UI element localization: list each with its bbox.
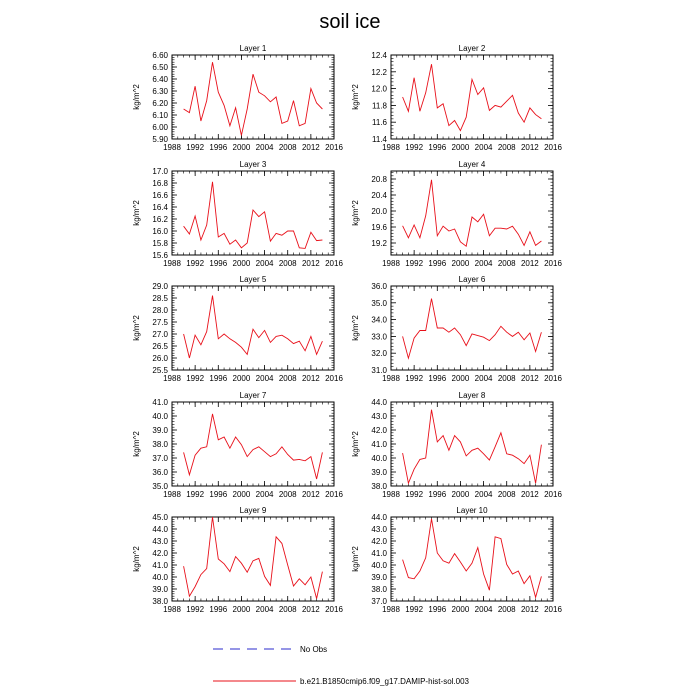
y-tick-label: 33.0 bbox=[371, 332, 387, 342]
y-axis-label: kg/m^2 bbox=[351, 546, 360, 572]
panel-title: Layer 6 bbox=[458, 275, 486, 284]
y-tick-label: 26.0 bbox=[152, 354, 168, 363]
x-tick-label: 1988 bbox=[163, 605, 181, 614]
x-tick-label: 1996 bbox=[209, 605, 228, 614]
y-tick-label: 16.0 bbox=[152, 227, 168, 236]
y-tick-label: 6.40 bbox=[152, 75, 168, 84]
y-tick-label: 26.5 bbox=[152, 342, 168, 351]
y-tick-label: 6.30 bbox=[152, 87, 168, 96]
y-tick-label: 12.2 bbox=[371, 67, 387, 77]
y-axis-label: kg/m^2 bbox=[351, 431, 360, 457]
x-tick-label: 1996 bbox=[428, 374, 447, 383]
x-tick-label: 2000 bbox=[451, 490, 470, 499]
y-tick-label: 16.6 bbox=[152, 191, 168, 200]
x-tick-label: 2012 bbox=[301, 374, 320, 383]
y-tick-label: 42.0 bbox=[371, 426, 387, 435]
x-tick-label: 2004 bbox=[255, 259, 274, 268]
y-tick-label: 34.0 bbox=[371, 315, 387, 325]
y-tick-label: 28.0 bbox=[152, 306, 168, 315]
y-axis-label: kg/m^2 bbox=[351, 200, 360, 226]
y-tick-label: 40.0 bbox=[371, 561, 387, 570]
panel-title: Layer 4 bbox=[458, 160, 486, 169]
x-tick-label: 2000 bbox=[232, 490, 251, 499]
legend-model-label: b.e21.B1850cmip6.f09_g17.DAMIP-hist-sol.003 bbox=[300, 677, 469, 686]
x-tick-label: 1988 bbox=[163, 259, 181, 268]
x-tick-label: 1988 bbox=[382, 143, 400, 152]
y-tick-label: 38.0 bbox=[371, 482, 387, 491]
x-tick-label: 2000 bbox=[451, 374, 470, 383]
x-tick-label: 1992 bbox=[186, 143, 205, 152]
y-tick-label: 40.0 bbox=[152, 412, 168, 421]
y-tick-label: 38.0 bbox=[152, 440, 168, 449]
x-tick-label: 2000 bbox=[232, 143, 251, 152]
y-tick-label: 38.0 bbox=[152, 597, 168, 606]
y-tick-label: 41.0 bbox=[152, 398, 168, 407]
y-tick-label: 44.0 bbox=[371, 513, 387, 522]
x-tick-label: 2008 bbox=[497, 490, 516, 499]
x-tick-label: 2016 bbox=[544, 374, 562, 383]
y-tick-label: 42.0 bbox=[371, 537, 387, 546]
y-tick-label: 44.0 bbox=[152, 525, 168, 534]
x-tick-label: 2012 bbox=[301, 259, 320, 268]
x-tick-label: 2012 bbox=[520, 374, 539, 383]
y-tick-label: 45.0 bbox=[152, 513, 168, 522]
y-tick-label: 42.0 bbox=[152, 549, 168, 558]
y-axis-label: kg/m^2 bbox=[132, 315, 141, 341]
x-tick-label: 2004 bbox=[474, 259, 493, 268]
y-tick-label: 5.90 bbox=[152, 135, 168, 144]
x-tick-label: 2012 bbox=[301, 143, 320, 152]
x-tick-label: 2012 bbox=[520, 259, 539, 268]
y-tick-label: 41.0 bbox=[371, 440, 387, 449]
x-tick-label: 2000 bbox=[451, 143, 470, 152]
y-tick-label: 25.5 bbox=[152, 366, 168, 375]
y-tick-label: 39.0 bbox=[371, 468, 387, 477]
y-tick-label: 16.2 bbox=[152, 215, 168, 224]
y-tick-label: 6.50 bbox=[152, 63, 168, 72]
x-tick-label: 1992 bbox=[405, 374, 424, 383]
panel-title: Layer 7 bbox=[239, 391, 267, 400]
x-tick-label: 2012 bbox=[301, 490, 320, 499]
x-tick-label: 2008 bbox=[278, 259, 297, 268]
y-tick-label: 43.0 bbox=[152, 537, 168, 546]
y-tick-label: 40.0 bbox=[152, 573, 168, 582]
x-tick-label: 2000 bbox=[232, 374, 251, 383]
x-tick-label: 2008 bbox=[497, 143, 516, 152]
x-tick-label: 2016 bbox=[325, 143, 343, 152]
x-tick-label: 2004 bbox=[474, 490, 493, 499]
x-tick-label: 1988 bbox=[163, 374, 181, 383]
x-tick-label: 1988 bbox=[382, 605, 400, 614]
panel-title: Layer 2 bbox=[458, 44, 486, 53]
y-tick-label: 20.8 bbox=[371, 175, 387, 184]
x-tick-label: 2000 bbox=[232, 259, 251, 268]
y-tick-label: 43.0 bbox=[371, 412, 387, 421]
x-tick-label: 1988 bbox=[382, 259, 400, 268]
x-tick-label: 1996 bbox=[209, 143, 228, 152]
x-tick-label: 1996 bbox=[428, 143, 447, 152]
x-tick-label: 1996 bbox=[209, 374, 228, 383]
x-tick-label: 2012 bbox=[520, 143, 539, 152]
y-tick-label: 36.0 bbox=[371, 282, 387, 291]
y-tick-label: 41.0 bbox=[371, 549, 387, 558]
y-tick-label: 39.0 bbox=[152, 585, 168, 594]
y-tick-label: 11.6 bbox=[372, 118, 387, 128]
x-tick-label: 1992 bbox=[186, 490, 205, 499]
x-tick-label: 2016 bbox=[325, 259, 343, 268]
y-tick-label: 31.0 bbox=[371, 366, 387, 375]
x-tick-label: 2008 bbox=[497, 605, 516, 614]
x-tick-label: 1988 bbox=[163, 490, 181, 499]
y-tick-label: 20.4 bbox=[371, 191, 387, 200]
x-tick-label: 2016 bbox=[544, 490, 562, 499]
x-tick-label: 1996 bbox=[428, 605, 447, 614]
y-tick-label: 27.0 bbox=[152, 330, 168, 339]
x-tick-label: 2008 bbox=[497, 374, 516, 383]
y-tick-label: 38.0 bbox=[371, 585, 387, 594]
x-tick-label: 2008 bbox=[278, 605, 297, 614]
x-tick-label: 2004 bbox=[474, 605, 493, 614]
x-tick-label: 1988 bbox=[163, 143, 181, 152]
y-axis-label: kg/m^2 bbox=[132, 431, 141, 457]
x-tick-label: 2000 bbox=[232, 605, 251, 614]
y-tick-label: 6.00 bbox=[152, 123, 168, 132]
x-tick-label: 1996 bbox=[209, 490, 228, 499]
y-tick-label: 37.0 bbox=[371, 597, 387, 606]
x-tick-label: 1996 bbox=[428, 490, 447, 499]
x-tick-label: 1988 bbox=[382, 374, 400, 383]
y-tick-label: 11.4 bbox=[372, 135, 387, 144]
y-tick-label: 29.0 bbox=[152, 282, 168, 291]
y-tick-label: 40.0 bbox=[371, 454, 387, 463]
y-tick-label: 36.0 bbox=[152, 468, 168, 477]
x-tick-label: 2016 bbox=[544, 143, 562, 152]
y-tick-label: 37.0 bbox=[152, 454, 168, 463]
x-tick-label: 1992 bbox=[405, 143, 424, 152]
y-tick-label: 27.5 bbox=[152, 318, 168, 327]
y-tick-label: 19.2 bbox=[371, 239, 387, 248]
x-tick-label: 1992 bbox=[405, 490, 424, 499]
x-tick-label: 1992 bbox=[186, 259, 205, 268]
x-tick-label: 1992 bbox=[186, 605, 205, 614]
x-tick-label: 2000 bbox=[451, 259, 470, 268]
y-tick-label: 6.10 bbox=[152, 111, 168, 120]
y-tick-label: 6.60 bbox=[152, 51, 168, 60]
x-tick-label: 2004 bbox=[255, 490, 274, 499]
x-tick-label: 2016 bbox=[544, 259, 562, 268]
y-axis-label: kg/m^2 bbox=[132, 84, 141, 110]
y-tick-label: 11.8 bbox=[372, 101, 387, 111]
x-tick-label: 1996 bbox=[209, 259, 228, 268]
y-tick-label: 44.0 bbox=[371, 398, 387, 407]
x-tick-label: 1996 bbox=[428, 259, 447, 268]
panel-title: Layer 10 bbox=[456, 506, 488, 515]
y-axis-label: kg/m^2 bbox=[351, 315, 360, 341]
x-tick-label: 2008 bbox=[497, 259, 516, 268]
x-tick-label: 2004 bbox=[474, 374, 493, 383]
y-tick-label: 16.4 bbox=[152, 203, 168, 212]
y-tick-label: 15.8 bbox=[152, 239, 168, 248]
x-tick-label: 2008 bbox=[278, 143, 297, 152]
y-tick-label: 35.0 bbox=[371, 298, 387, 308]
x-tick-label: 2004 bbox=[255, 605, 274, 614]
x-tick-label: 2004 bbox=[255, 374, 274, 383]
y-tick-label: 6.20 bbox=[152, 99, 168, 108]
x-tick-label: 2016 bbox=[325, 605, 343, 614]
y-tick-label: 43.0 bbox=[371, 525, 387, 534]
panel-title: Layer 3 bbox=[239, 160, 267, 169]
y-axis-label: kg/m^2 bbox=[351, 84, 360, 110]
y-tick-label: 12.4 bbox=[371, 51, 387, 60]
x-tick-label: 1988 bbox=[382, 490, 400, 499]
panel-title: Layer 5 bbox=[239, 275, 267, 284]
figure-title: soil ice bbox=[319, 11, 381, 33]
y-tick-label: 16.8 bbox=[152, 179, 168, 188]
y-tick-label: 20.0 bbox=[371, 207, 387, 216]
x-tick-label: 2000 bbox=[451, 605, 470, 614]
y-tick-label: 35.0 bbox=[152, 482, 168, 491]
panel-title: Layer 1 bbox=[239, 44, 267, 53]
y-axis-label: kg/m^2 bbox=[132, 546, 141, 572]
x-tick-label: 2016 bbox=[325, 374, 343, 383]
x-tick-label: 2012 bbox=[520, 605, 539, 614]
y-tick-label: 28.5 bbox=[152, 294, 168, 303]
y-tick-label: 39.0 bbox=[152, 426, 168, 435]
x-tick-label: 2004 bbox=[255, 143, 274, 152]
x-tick-label: 2016 bbox=[325, 490, 343, 499]
x-tick-label: 2012 bbox=[520, 490, 539, 499]
y-tick-label: 19.6 bbox=[371, 223, 387, 232]
y-tick-label: 17.0 bbox=[152, 167, 168, 176]
x-tick-label: 2004 bbox=[474, 143, 493, 152]
x-tick-label: 1992 bbox=[186, 374, 205, 383]
x-tick-label: 2016 bbox=[544, 605, 562, 614]
x-tick-label: 2008 bbox=[278, 374, 297, 383]
x-tick-label: 2008 bbox=[278, 490, 297, 499]
y-tick-label: 32.0 bbox=[371, 349, 387, 359]
y-tick-label: 39.0 bbox=[371, 573, 387, 582]
legend-obs-label: No Obs bbox=[300, 645, 328, 654]
panel-title: Layer 9 bbox=[239, 506, 267, 515]
panel-title: Layer 8 bbox=[458, 391, 486, 400]
y-axis-label: kg/m^2 bbox=[132, 200, 141, 226]
y-tick-label: 15.6 bbox=[152, 251, 168, 260]
y-tick-label: 12.0 bbox=[371, 84, 387, 94]
x-tick-label: 1992 bbox=[405, 605, 424, 614]
x-tick-label: 1992 bbox=[405, 259, 424, 268]
y-tick-label: 41.0 bbox=[152, 561, 168, 570]
x-tick-label: 2012 bbox=[301, 605, 320, 614]
